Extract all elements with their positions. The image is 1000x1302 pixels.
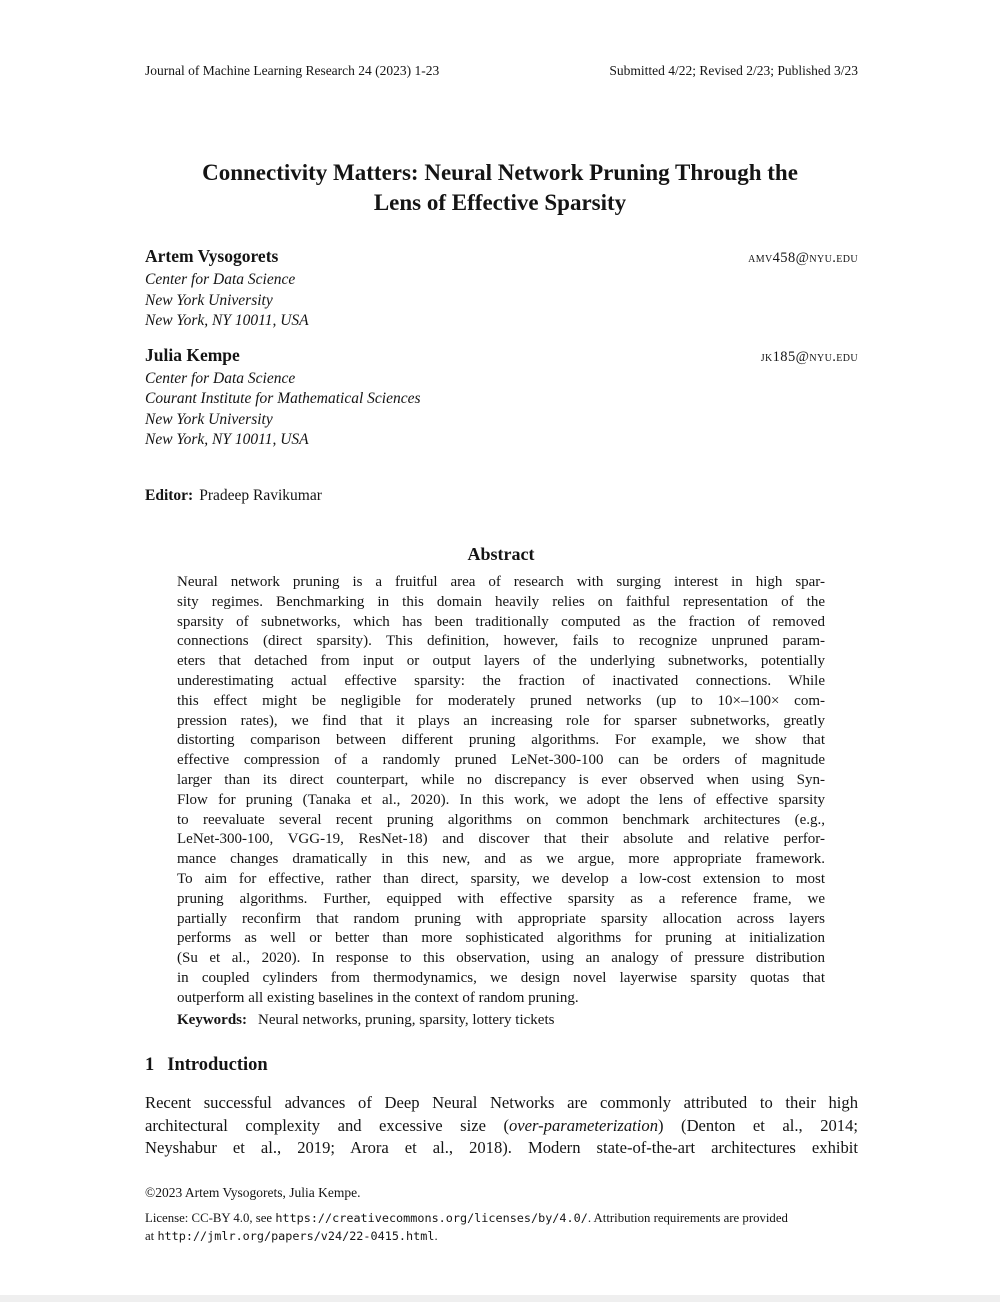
text-line: pression rates), we find that it plays an increasing role for sparser subnetworks, greatly bbox=[177, 712, 825, 729]
author-block bbox=[145, 345, 858, 451]
text-line: larger than its direct counterpart, while no discrepancy is ever observed when using Syn- bbox=[177, 771, 825, 788]
keywords-label: Keywords: bbox=[177, 1011, 247, 1028]
text-line: this effect might be negligible for moderately pruned networks (up to 10×–100× com- bbox=[177, 692, 825, 709]
section-number: 1 bbox=[145, 1055, 155, 1075]
section-title: Introduction bbox=[167, 1055, 268, 1075]
text-line: sparsity of subnetworks, which has been traditionally computed as the fraction of removed bbox=[177, 613, 825, 630]
paper-title bbox=[95, 158, 905, 218]
editor-name: Pradeep Ravikumar bbox=[199, 487, 322, 504]
license-text: . bbox=[434, 1228, 438, 1243]
text-line: New York University bbox=[145, 291, 273, 309]
author-list bbox=[145, 246, 858, 451]
text-line: Neyshabur et al., 2019; Arora et al., 2018). Modern state-of-the-art architectures exhibit bbox=[145, 1138, 858, 1157]
text-line: pruning algorithms. Further, equipped with effective sparsity as a reference frame, we bbox=[177, 890, 825, 907]
bottom-page-edge bbox=[0, 1295, 1000, 1302]
text-line: New York, NY 10011, USA bbox=[145, 312, 309, 329]
text-line: partially reconfirm that random pruning with appropriate sparsity allocation across layers bbox=[177, 910, 825, 927]
text-line: sity regimes. Benchmarking in this domain heavily relies on faithful representation of the bbox=[177, 593, 825, 610]
author-row bbox=[145, 246, 858, 267]
text-line: in coupled cylinders from thermodynamics, we design novel layerwise sparsity quotas that bbox=[177, 969, 825, 986]
text-line: eters that detached from input or output layers of the underlying subnetworks, potentially bbox=[177, 653, 825, 670]
text-line: performs as well or better than more sophisticated algorithms for pruning at initialization bbox=[177, 930, 825, 947]
text-line: To aim for effective, rather than direct, sparsity, we develop a low-cost extension to most bbox=[177, 870, 825, 887]
text-line: (Su et al., 2020). In response to this observation, using an analogy of pressure distribution bbox=[177, 950, 825, 967]
text-line: Center for Data Science bbox=[145, 271, 296, 288]
author-email: amv458@nyu.edu bbox=[748, 250, 858, 266]
journal-header bbox=[145, 63, 858, 79]
text-line: Center for Data Science bbox=[145, 369, 296, 387]
license-text: . Attribution requirements are provided bbox=[587, 1211, 788, 1225]
license-text: at bbox=[145, 1228, 158, 1243]
license-url-link[interactable]: https://creativecommons.org/licenses/by/4.0/ bbox=[275, 1211, 588, 1225]
author-email: jk185@nyu.edu bbox=[760, 348, 858, 365]
text-line: New York, NY 10011, USA bbox=[145, 431, 309, 448]
abstract-body bbox=[177, 573, 825, 1030]
submission-dates: Submitted 4/22; Revised 2/23; Published 3/23 bbox=[609, 63, 858, 78]
author-block bbox=[145, 246, 858, 332]
text-line: underestimating actual effective sparsity: the fraction of inactivated connections. While bbox=[177, 672, 825, 689]
abstract-text bbox=[177, 573, 825, 1009]
author-name: Julia Kempe bbox=[145, 344, 240, 365]
license-line bbox=[145, 1228, 860, 1246]
editor-line bbox=[145, 487, 858, 505]
keywords-line bbox=[177, 1011, 825, 1031]
journal-reference: Journal of Machine Learning Research 24 (2023) 1-23 bbox=[145, 63, 440, 78]
paper-url-link[interactable]: http://jmlr.org/papers/v24/22-0415.html bbox=[157, 1228, 435, 1243]
license-text: License: CC-BY 4.0, see bbox=[145, 1211, 276, 1225]
text-line: outperform all existing baselines in the context of random pruning. bbox=[177, 989, 579, 1006]
text-line: architectural complexity and excessive size (over-parameterization) (Denton et al., 2014; bbox=[145, 1115, 858, 1135]
copyright-notice: ©2023 Artem Vysogorets, Julia Kempe. bbox=[145, 1185, 361, 1200]
text-line: Flow for pruning (Tanaka et al., 2020). In this work, we adopt the lens of effective sparsity bbox=[177, 791, 825, 808]
author-row bbox=[145, 345, 858, 366]
license-notice bbox=[145, 1210, 860, 1245]
introduction-paragraph bbox=[145, 1092, 858, 1160]
text-line: effective compression of a randomly pruned LeNet-300-100 can be orders of magnitude bbox=[177, 752, 825, 769]
text-line: Recent successful advances of Deep Neural Networks are commonly attributed to their high bbox=[145, 1093, 858, 1112]
abstract-heading: Abstract bbox=[467, 544, 535, 564]
author-name: Artem Vysogorets bbox=[145, 246, 279, 266]
text-line: Neural network pruning is a fruitful area of research with surging interest in high spar- bbox=[177, 574, 825, 590]
text-line: Courant Institute for Mathematical Sciences bbox=[145, 390, 421, 407]
section-heading-introduction bbox=[145, 1055, 858, 1076]
text-line: New York University bbox=[145, 410, 273, 428]
paper-title-line-1: Connectivity Matters: Neural Network Pruning Through the bbox=[202, 160, 798, 185]
text-line: to reevaluate several recent pruning algorithms on common benchmark architectures (e.g., bbox=[177, 811, 825, 828]
text-line: mance changes dramatically in this new, and as we argue, more appropriate framework. bbox=[177, 851, 825, 868]
text-line: distorting comparison between different pruning algorithms. For example, we show that bbox=[177, 732, 825, 749]
editor-label: Editor: bbox=[145, 487, 194, 504]
paper-title-line-2: Lens of Effective Sparsity bbox=[373, 190, 627, 215]
text-line: LeNet-300-100, VGG-19, ResNet-18) and discover that their absolute and relative perfor- bbox=[177, 831, 825, 848]
author-affiliation bbox=[145, 270, 858, 332]
license-line bbox=[145, 1210, 860, 1228]
author-affiliation bbox=[145, 369, 858, 451]
footer bbox=[145, 1185, 860, 1245]
text-line: connections (direct sparsity). This definition, however, fails to recognize unpruned param- bbox=[177, 633, 825, 650]
keywords-text: Neural networks, pruning, sparsity, lottery tickets bbox=[258, 1011, 555, 1028]
